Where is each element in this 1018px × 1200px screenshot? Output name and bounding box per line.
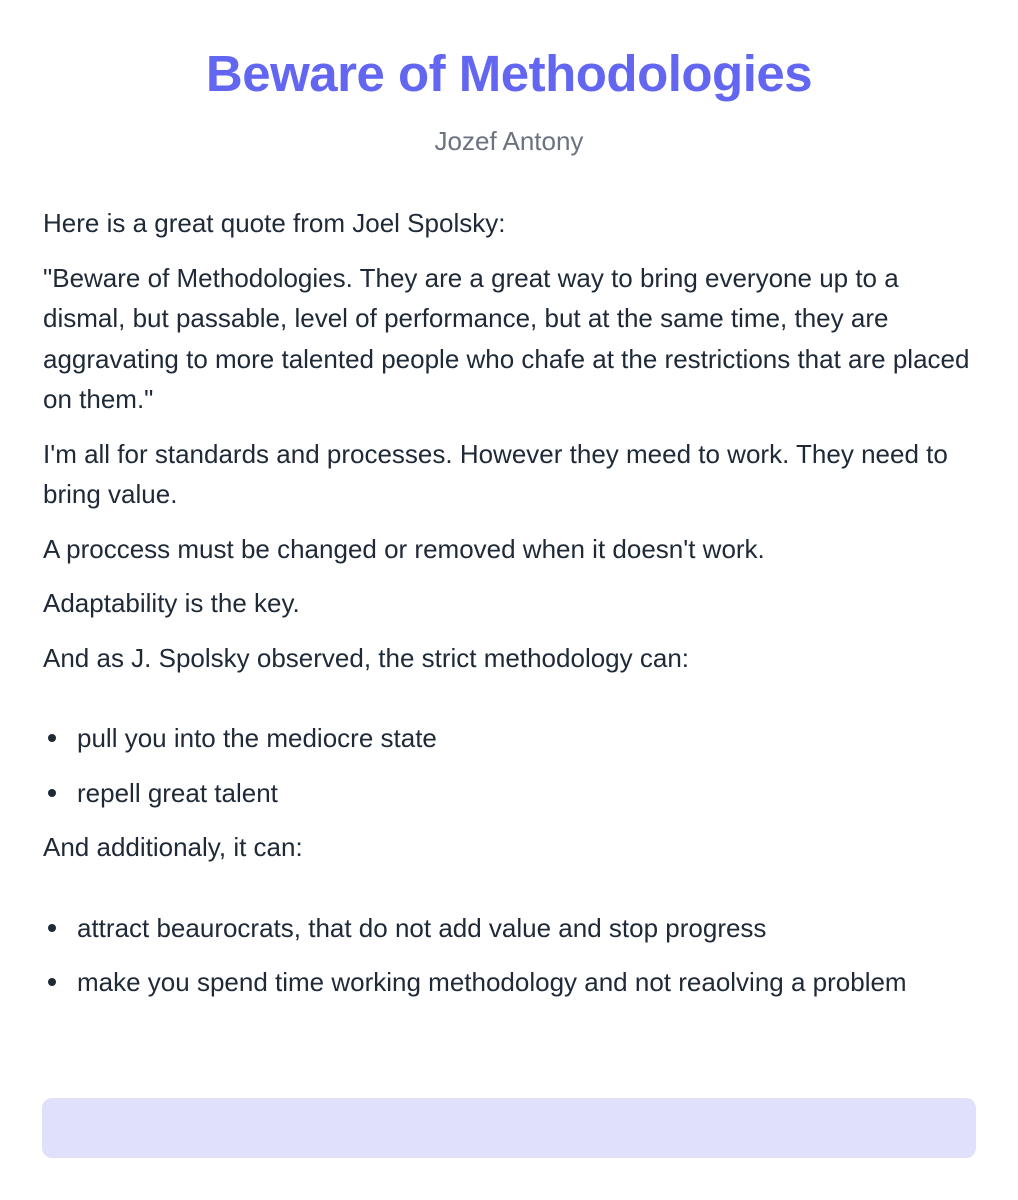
bullet-list-risks — [43, 718, 978, 813]
bullet-dot-icon — [48, 924, 56, 932]
article-title: Beware of Methodologies — [205, 45, 813, 102]
list-item — [43, 773, 978, 814]
bullet-list-additional — [43, 908, 978, 1003]
list-item-text: make you spend time working methodology and not reaolving a problem — [77, 967, 907, 997]
footer-bar — [42, 1098, 976, 1158]
bullet-dot-icon — [48, 789, 56, 797]
article-body — [43, 203, 978, 1017]
bullet-dot-icon — [48, 978, 56, 986]
paragraph-additionally: And additionaly, it can: — [43, 832, 303, 862]
paragraph-intro: Here is a great quote from Joel Spolsky: — [43, 208, 506, 238]
list-item — [43, 718, 978, 759]
article-author: Jozef Antony — [434, 126, 584, 156]
paragraph-process: A proccess must be changed or removed when it doesn't work. — [43, 533, 765, 564]
list-item — [43, 962, 978, 1003]
bullet-dot-icon — [48, 734, 56, 742]
paragraph-adaptability: Adaptability is the key. — [43, 588, 300, 618]
list-item-text: repell great talent — [77, 777, 278, 808]
list-item-text: attract beaurocrats, that do not add value and stop progress — [77, 912, 767, 943]
list-item — [43, 908, 978, 949]
paragraph-observed: And as J. Spolsky observed, the strict methodology can: — [43, 642, 690, 673]
paragraph-quote: "Beware of Methodologies. They are a great way to bring everyone up to a dismal, but passable, level of performance, but at the same time, they are aggravating to more talented people who chafe at the restrictions that are placed on them." — [43, 262, 970, 414]
list-item-text: pull you into the mediocre state — [77, 723, 437, 753]
paragraph-standards: I'm all for standards and processes. However they meed to work. They need to bring value. — [43, 438, 948, 509]
